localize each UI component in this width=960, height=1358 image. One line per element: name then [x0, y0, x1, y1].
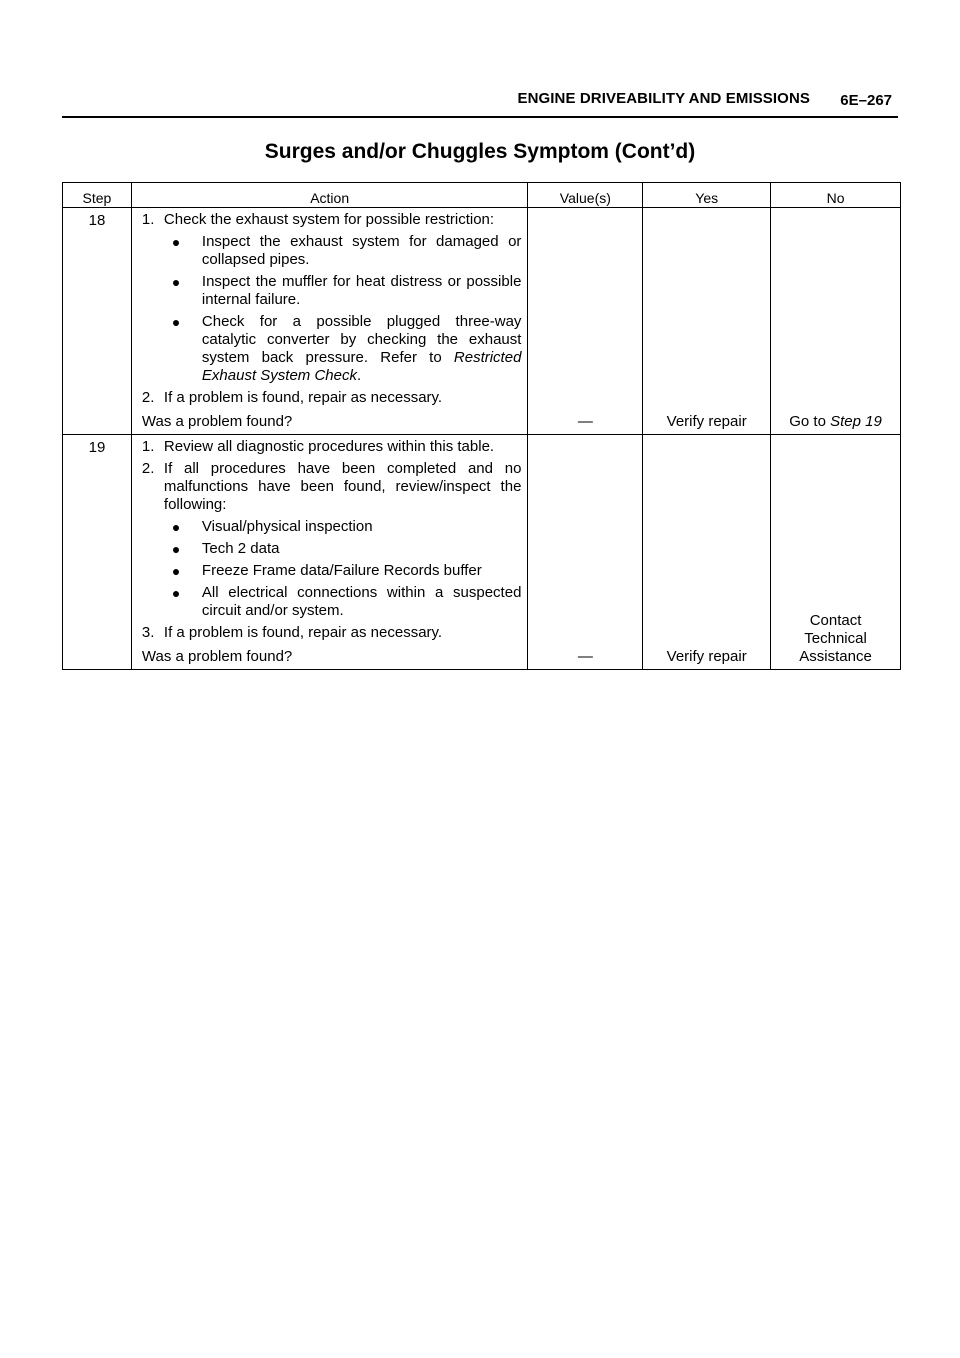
action-bullet: ● Visual/physical inspection [171, 518, 373, 535]
page-title: Surges and/or Chuggles Symptom (Cont’d) [264, 140, 696, 163]
action-bullet: ● Inspect the exhaust system for damaged or collapsed pipes. [171, 233, 522, 268]
action-bullet: ● Tech 2 data [171, 540, 280, 557]
step-number: 18 [63, 208, 132, 435]
table-header-row [63, 183, 901, 208]
no-cell [771, 435, 901, 670]
no-line: Assistance [799, 648, 872, 665]
action-step: 2. If all procedures have been completed and no malfunctions have been found, review/inspect the following: [141, 460, 522, 513]
bullet-icon: ● [171, 314, 181, 330]
action-step: 1. Review all diagnostic procedures within this table. [141, 438, 495, 455]
section-title: ENGINE DRIVEABILITY AND EMISSIONS [517, 90, 810, 107]
action-step: 3. If a problem is found, repair as necessary. [141, 624, 443, 641]
step-number: 19 [63, 435, 132, 670]
bullet-icon: ● [171, 563, 181, 579]
column-header-no: No [771, 183, 901, 208]
question-text: Was a problem found? [141, 413, 293, 430]
table-row [63, 208, 901, 435]
action-step: 2. If a problem is found, repair as necessary. [141, 389, 443, 406]
yes-cell: Verify repair [643, 208, 771, 435]
action-cell [131, 435, 528, 670]
no-line: Contact [809, 612, 862, 629]
page-header [62, 88, 898, 118]
action-bullet: ● Freeze Frame data/Failure Records buffer [171, 562, 482, 579]
bullet-icon: ● [171, 585, 181, 601]
table-row [63, 435, 901, 670]
bullet-icon: ● [171, 541, 181, 557]
question-text: Was a problem found? [141, 648, 293, 665]
page-number: 6E–267 [840, 92, 892, 109]
column-header-values: Value(s) [528, 183, 643, 208]
bullet-icon: ● [171, 274, 181, 290]
value-cell: — [528, 208, 643, 435]
no-line: Technical [804, 630, 867, 647]
action-step: 1. Check the exhaust system for possible restriction: [141, 211, 495, 228]
column-header-action: Action [131, 183, 528, 208]
diagnostic-table [62, 182, 901, 670]
column-header-step: Step [63, 183, 132, 208]
yes-cell: Verify repair [643, 435, 771, 670]
reference-restricted-exhaust-check: Restricted Exhaust System Check [201, 349, 522, 384]
no-cell: Go to Step 19 [771, 208, 901, 435]
action-bullet: ● Check for a possible plugged three-way catalytic converter by checking the exhaust system back pressure. Refer to Restricted Exhaust System Check. [171, 313, 522, 384]
action-bullet: ● All electrical connections within a suspected circuit and/or system. [171, 584, 522, 619]
bullet-icon: ● [171, 519, 181, 535]
value-cell: — [528, 435, 643, 670]
column-header-yes: Yes [643, 183, 771, 208]
action-cell [131, 208, 528, 435]
bullet-icon: ● [171, 234, 181, 250]
action-bullet: ● Inspect the muffler for heat distress or possible internal failure. [171, 273, 522, 308]
reference-step-19: Step 19 [830, 413, 882, 430]
